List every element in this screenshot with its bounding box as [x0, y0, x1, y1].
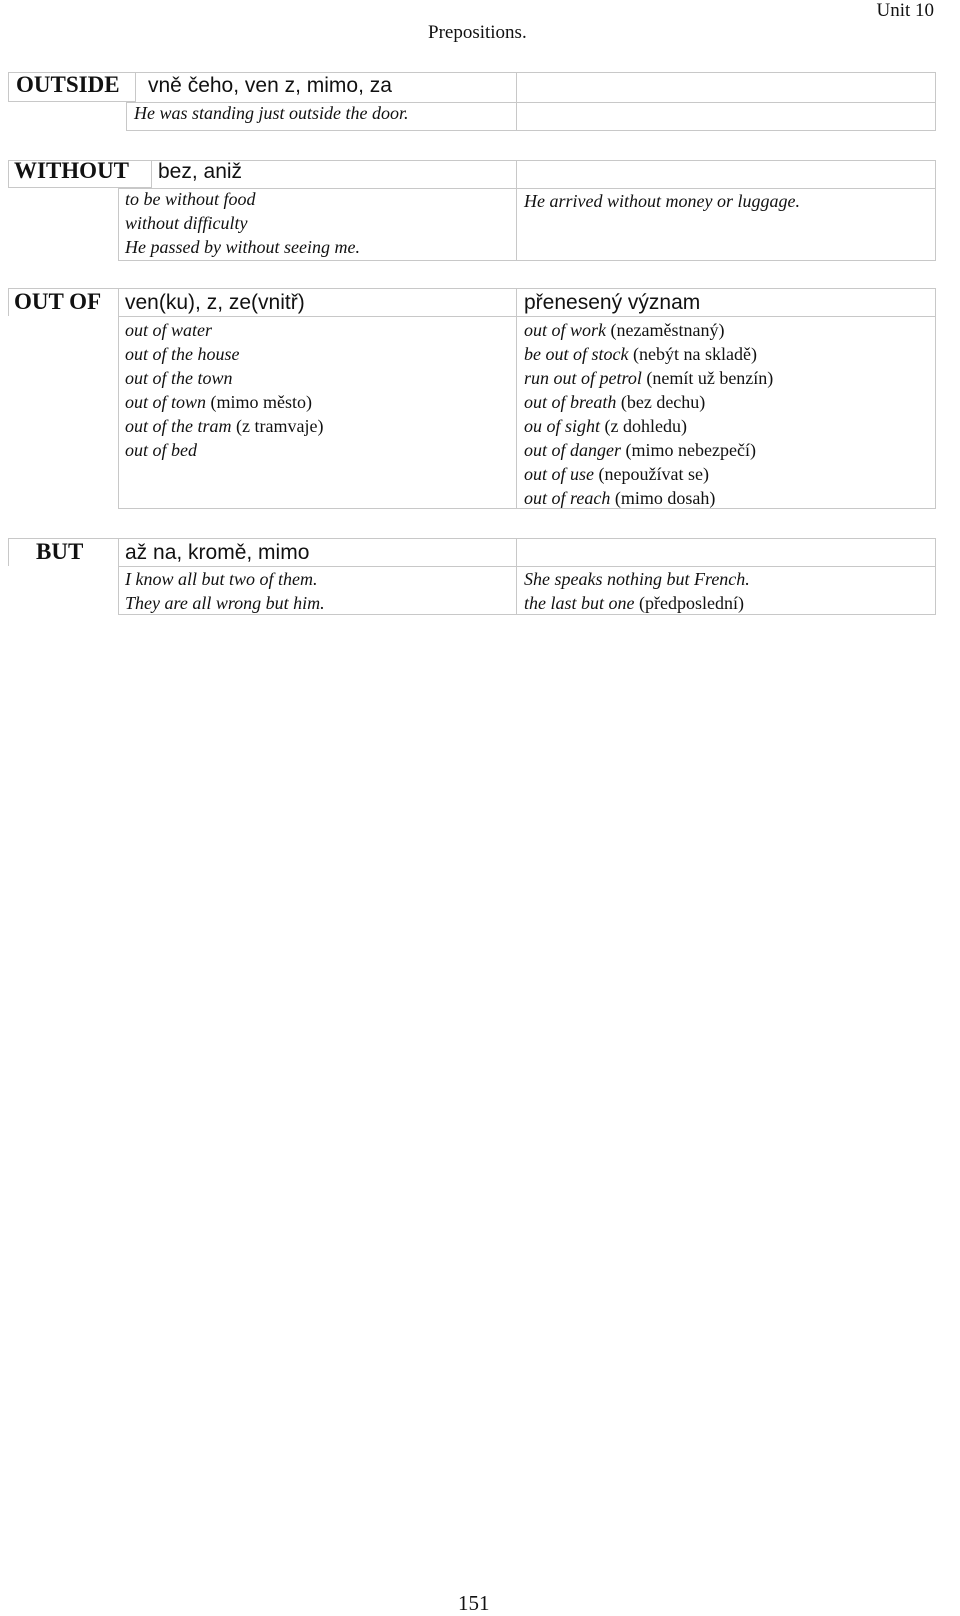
page-title: Prepositions. — [428, 22, 527, 43]
divider — [8, 538, 936, 539]
divider — [516, 538, 517, 614]
divider — [8, 288, 936, 289]
divider — [118, 316, 516, 317]
example: He passed by without seeing me. — [125, 237, 360, 257]
divider — [935, 538, 936, 614]
divider — [935, 288, 936, 508]
example: out of reach (mimo dosah) — [524, 488, 716, 508]
example: out of use (nepoužívat se) — [524, 464, 709, 484]
keyword: OUT OF — [14, 289, 102, 314]
example: run out of petrol (nemít už benzín) — [524, 368, 774, 388]
divider — [126, 130, 936, 131]
example: She speaks nothing but French. — [524, 569, 750, 589]
divider — [118, 260, 936, 261]
figurative-heading: přenesený význam — [524, 291, 701, 314]
divider — [516, 160, 517, 260]
divider — [152, 160, 936, 161]
example: out of town (mimo město) — [125, 392, 313, 412]
divider — [516, 72, 517, 130]
divider — [516, 316, 936, 317]
example: out of breath (bez dechu) — [524, 392, 706, 412]
divider — [118, 288, 119, 508]
example: out of water — [125, 320, 213, 340]
divider — [136, 72, 936, 73]
example: ou of sight (z dohledu) — [524, 416, 687, 436]
example: be out of stock (nebýt na skladě) — [524, 344, 757, 364]
example: out of danger (mimo nebezpečí) — [524, 440, 756, 460]
example: out of the town — [125, 368, 233, 388]
divider — [935, 160, 936, 260]
meaning: ven(ku), z, ze(vnitř) — [125, 291, 305, 314]
keyword: BUT — [36, 539, 84, 564]
keyword: WITHOUT — [14, 158, 130, 183]
example: They are all wrong but him. — [125, 593, 325, 613]
example: He arrived without money or luggage. — [524, 191, 800, 211]
meaning: bez, aniž — [158, 160, 243, 183]
meaning: až na, kromě, mimo — [125, 541, 310, 564]
divider — [126, 102, 127, 130]
keyword: OUTSIDE — [16, 72, 120, 97]
example: without difficulty — [125, 213, 248, 233]
example: out of the house — [125, 344, 240, 364]
divider — [8, 538, 9, 566]
divider — [118, 188, 119, 260]
example: He was standing just outside the door. — [134, 103, 409, 123]
divider — [516, 288, 517, 508]
example: out of the tram (z tramvaje) — [125, 416, 324, 436]
divider — [8, 288, 9, 316]
unit-label: Unit 10 — [876, 0, 934, 21]
meaning: vně čeho, ven z, mimo, za — [148, 74, 392, 97]
divider — [118, 538, 119, 614]
example: to be without food — [125, 189, 256, 209]
divider — [935, 72, 936, 130]
page-number: 151 — [458, 1591, 490, 1615]
example: out of bed — [125, 440, 197, 460]
example: out of work (nezaměstnaný) — [524, 320, 725, 340]
example: the last but one (předposlední) — [524, 593, 744, 613]
example: I know all but two of them. — [125, 569, 318, 589]
